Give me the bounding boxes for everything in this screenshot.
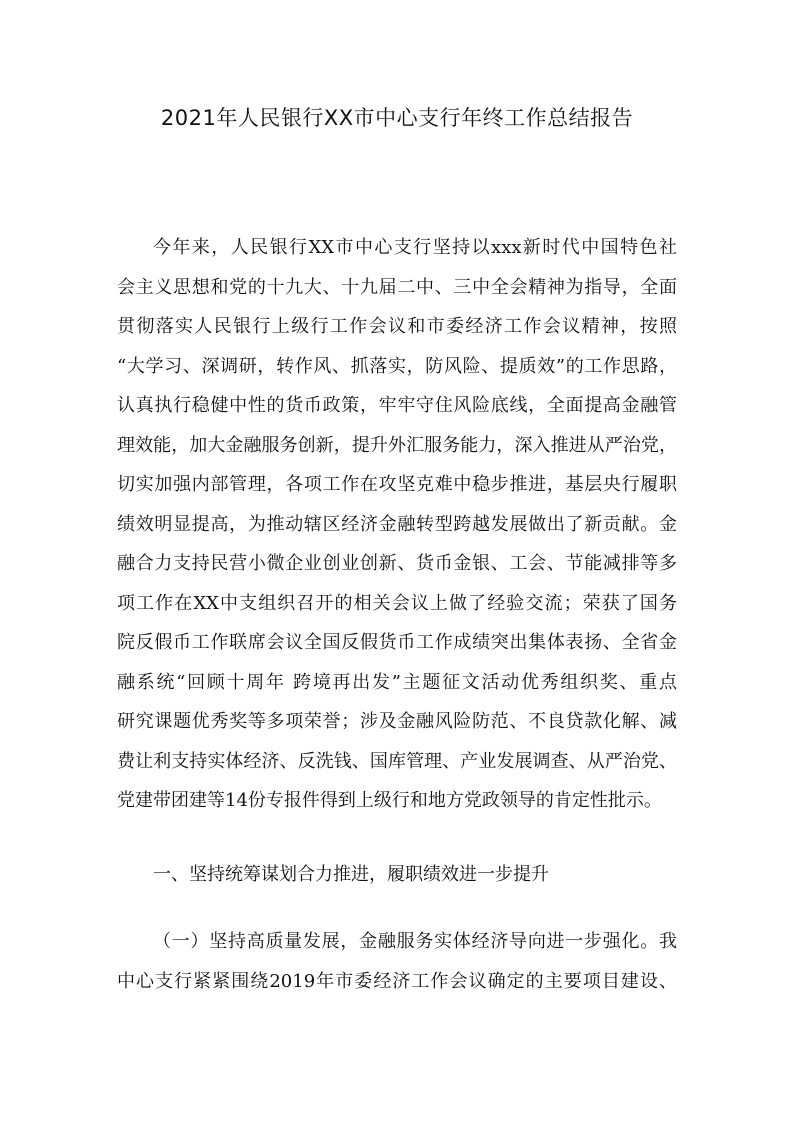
paragraph-line: 党建带团建等14份专报件得到上级行和地方党政领导的肯定性批示。 <box>117 790 662 811</box>
paragraph-line: 会主义思想和党的十九大、十九届二中、三中全会精神为指导，全面 <box>117 276 677 298</box>
paragraph-line: 融合力支持民营小微企业创业创新、货币金银、工会、节能减排等多 <box>117 553 677 574</box>
paragraph-line: 绩效明显提高，为推动辖区经济金融转型跨越发展做出了新贡献。金 <box>117 513 677 535</box>
paragraph-line: 项工作在XX中支组织召开的相关会议上做了经验交流；荣获了国务 <box>117 592 677 614</box>
paragraph-line: 院反假币工作联席会议全国反假货币工作成绩突出集体表扬、全省金 <box>117 632 677 653</box>
paragraph-line: （一）坚持高质量发展，金融服务实体经济导向进一步强化。我 <box>153 931 677 952</box>
paragraph-line: 理效能，加大金融服务创新，提升外汇服务能力，深入推进从严治党， <box>117 434 677 456</box>
paragraph-line: 今年来，人民银行XX市中心支行坚持以xxx新时代中国特色社 <box>153 237 677 258</box>
paragraph-line: 中心支行紧紧围绕2019年市委经济工作会议确定的主要项目建设、 <box>117 970 677 992</box>
paragraph-line: 费让利支持实体经济、反洗钱、国库管理、产业发展调查、从严治党、 <box>117 750 677 772</box>
section-heading: 一、坚持统筹谋划合力推进，履职绩效进一步提升 <box>153 864 549 885</box>
document-title: 2021年人民银行XX市中心支行年终工作总结报告 <box>160 106 634 130</box>
paragraph-line: 贯彻落实人民银行上级行工作会议和市委经济工作会议精神，按照 <box>117 316 677 337</box>
paragraph-line: 切实加强内部管理，各项工作在攻坚克难中稳步推进，基层央行履职 <box>117 474 677 495</box>
section-paragraph <box>117 922 677 1001</box>
paragraph-line: 认真执行稳健中性的货币政策，牢牢守住风险底线，全面提高金融管 <box>117 395 677 416</box>
intro-paragraph <box>117 228 677 821</box>
paragraph-line: 融系统“回顾十周年 跨境再出发”主题征文活动优秀组织奖、重点 <box>117 671 677 693</box>
paragraph-line: 研究课题优秀奖等多项荣誉；涉及金融风险防范、不良贷款化解、减 <box>117 711 677 732</box>
paragraph-line: “大学习、深调研，转作风、抓落实，防风险、提质效”的工作思路， <box>117 355 677 377</box>
